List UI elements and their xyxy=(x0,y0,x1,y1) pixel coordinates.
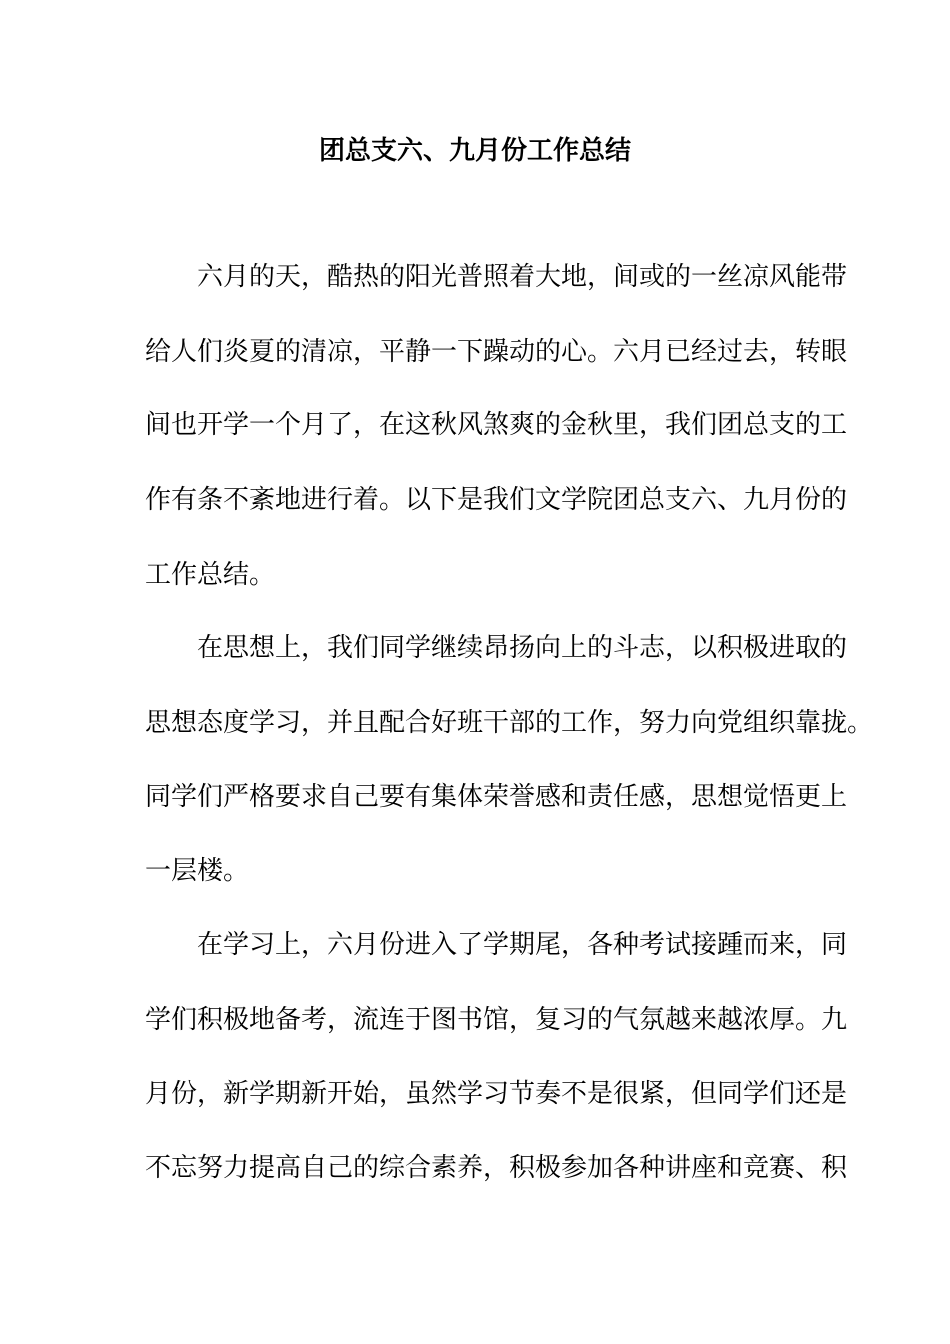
paragraph-3-line-3: 月份，新学期新开始，虽然学习节奏不是很紧，但同学们还是 xyxy=(145,1079,848,1109)
paragraph-3-line-2: 学们积极地备考，流连于图书馆，复习的气氛越来越浓厚。九 xyxy=(145,1005,848,1035)
paragraph-1-line-5: 工作总结。 xyxy=(145,560,276,590)
paragraph-1-line-4: 作有条不紊地进行着。以下是我们文学院团总支六、九月份的 xyxy=(145,485,848,515)
paragraph-2-line-4: 一层楼。 xyxy=(145,856,250,886)
paragraph-2-line-3: 同学们严格要求自己要有集体荣誉感和责任感，思想觉悟更上 xyxy=(145,782,848,812)
document-title: 团总支六、九月份工作总结 xyxy=(318,136,631,166)
paragraph-1-line-3: 间也开学一个月了，在这秋风煞爽的金秋里，我们团总支的工 xyxy=(145,410,848,440)
paragraph-3-line-4: 不忘努力提高自己的综合素养，积极参加各种讲座和竞赛、积 xyxy=(145,1153,848,1183)
paragraph-1-line-1: 六月的天，酷热的阳光普照着大地，间或的一丝凉风能带 xyxy=(197,262,848,292)
paragraph-2-line-1: 在思想上，我们同学继续昂扬向上的斗志，以积极进取的 xyxy=(197,633,848,663)
paragraph-2-line-2: 思想态度学习，并且配合好班干部的工作，努力向党组织靠拢。 xyxy=(145,708,874,738)
paragraph-1-line-2: 给人们炎夏的清凉，平静一下躁动的心。六月已经过去，转眼 xyxy=(145,337,848,367)
paragraph-3-line-1: 在学习上，六月份进入了学期尾，各种考试接踵而来，同 xyxy=(197,930,848,960)
